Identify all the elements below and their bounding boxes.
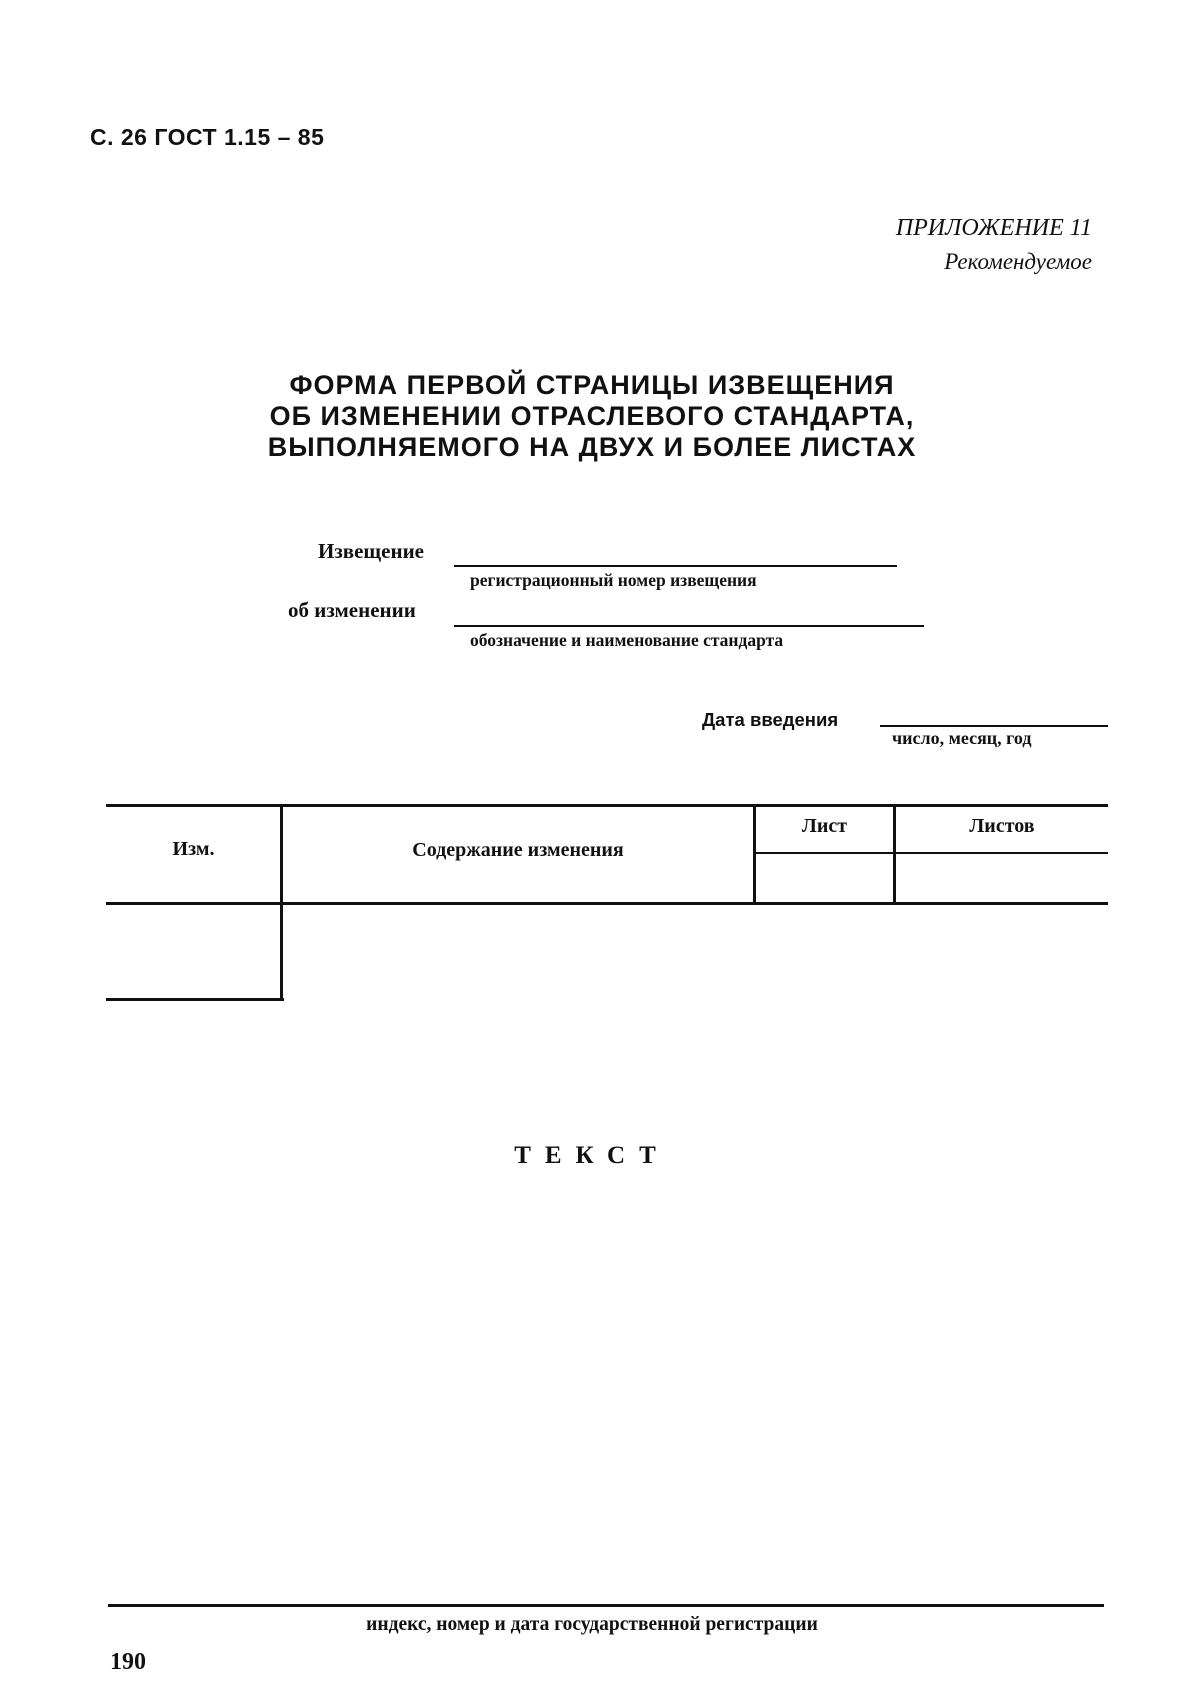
date-caption: число, месяц, год <box>892 728 1032 748</box>
table-header-bottom <box>106 902 1108 905</box>
appendix-status: Рекомендуемое <box>944 249 1092 274</box>
standard-line[interactable] <box>454 625 924 627</box>
registration-line[interactable] <box>108 1604 1104 1607</box>
sheet-value-cell[interactable] <box>756 856 893 902</box>
date-line[interactable] <box>880 725 1108 727</box>
title-line-3: ВЫПОЛНЯЕМОГО НА ДВУХ И БОЛЕЕ ЛИСТАХ <box>267 432 917 462</box>
appendix-block <box>896 212 1092 278</box>
notice-number-line[interactable] <box>454 565 897 567</box>
notice-label: Извещение <box>318 539 425 563</box>
table-change-cell-bottom <box>106 998 284 1001</box>
table-header-divider <box>754 852 1108 854</box>
change-label: об изменении <box>288 598 416 622</box>
change-value-cell[interactable] <box>106 906 280 998</box>
sheets-value-cell[interactable] <box>896 856 1108 902</box>
appendix-number: ПРИЛОЖЕНИЕ 11 <box>895 215 1092 241</box>
registration-caption: индекс, номер и дата государственной регистрации <box>366 1614 818 1635</box>
title-line-1: ФОРМА ПЕРВОЙ СТРАНИЦЫ ИЗВЕЩЕНИЯ <box>289 370 895 400</box>
document-title <box>0 370 1184 463</box>
standard-caption: обозначение и наименование стандарта <box>470 630 784 650</box>
table-top-border <box>106 804 1108 807</box>
table-header-sheets: Листов <box>969 815 1035 837</box>
page-number: 190 <box>110 1649 146 1675</box>
table-header-sheet: Лист <box>801 815 848 837</box>
table-header-content: Содержание изменения <box>412 839 624 861</box>
table-divider-change <box>280 806 283 1000</box>
date-label: Дата введения <box>702 709 839 730</box>
title-line-2: ОБ ИЗМЕНЕНИИ ОТРАСЛЕВОГО СТАНДАРТА, <box>269 401 915 431</box>
body-text: ТЕКСТ <box>514 1142 670 1169</box>
table-header-change: Изм. <box>172 838 215 860</box>
page-header: С. 26 ГОСТ 1.15 – 85 <box>90 124 325 150</box>
notice-number-caption: регистрационный номер извещения <box>470 570 757 590</box>
